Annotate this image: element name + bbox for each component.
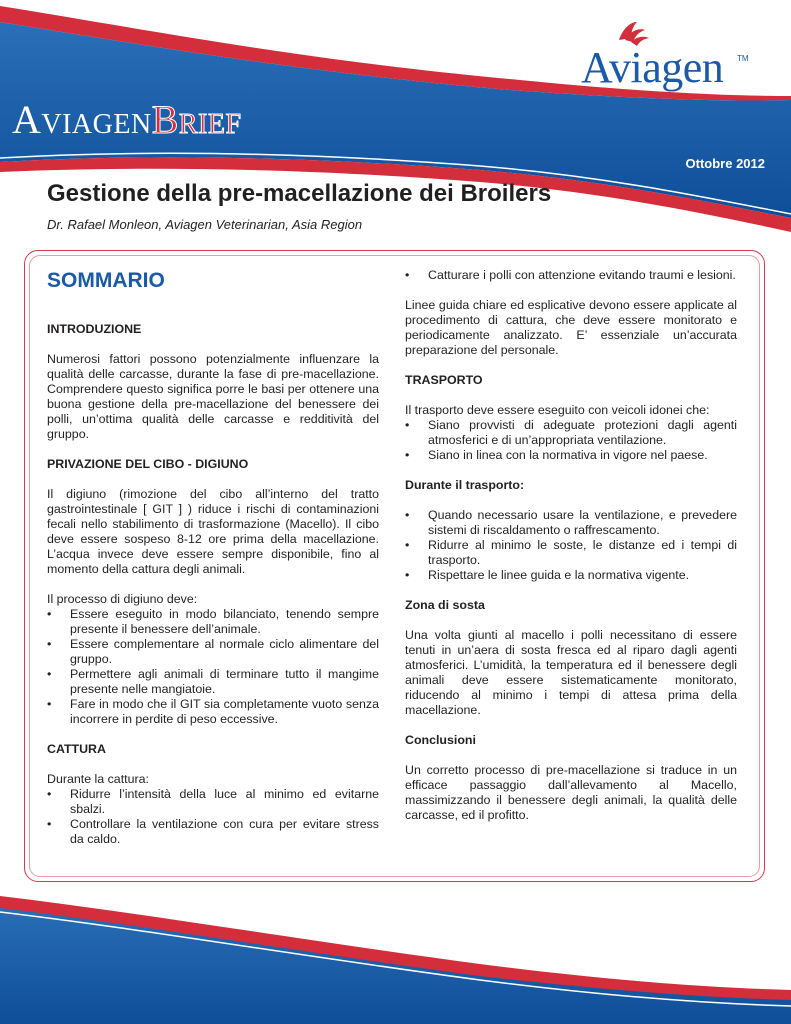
list-item: • Rispettare le linee guida e la normativa vigente. <box>405 568 737 583</box>
list-item: • Siano in linea con la normativa in vigore nel paese. <box>405 448 737 463</box>
brief-brand-main: Aviagen <box>12 97 152 142</box>
list-item: • Ridurre l’intensità della luce al minimo ed evitarne sbalzi. <box>47 787 379 817</box>
list-item: • Quando necessario usare la ventilazione, e prevedere sistemi di riscaldamento o raffrescamento. <box>405 508 737 538</box>
fasting-bullet-list <box>47 607 379 727</box>
conclusion-heading: Conclusioni <box>405 733 476 747</box>
list-item: • Siano provvisti di adeguate protezioni dagli agenti atmosferici e di un’appropriata ventilazione. <box>405 418 737 448</box>
rest-area-heading: Zona di sosta <box>405 598 485 612</box>
footer-banner <box>0 890 791 1024</box>
list-item: • Controllare la ventilazione con cura per evitare stress da caldo. <box>47 817 379 847</box>
capture-heading: CATTURA <box>47 742 106 756</box>
capture-bullet-list-continued <box>405 268 737 283</box>
list-item: • Essere complementare al normale ciclo alimentare del gruppo. <box>47 637 379 667</box>
transport-heading: TRASPORTO <box>405 373 483 387</box>
list-item: • Catturare i polli con attenzione evitando traumi e lesioni. <box>405 268 737 283</box>
intro-heading: INTRODUZIONE <box>47 322 142 336</box>
aviagen-logo <box>575 18 750 98</box>
logo-trademark: TM <box>737 54 749 63</box>
brief-brand-accent: Brief <box>151 97 242 142</box>
rest-area-text: Una volta giunti al macello i polli necessitano di essere tenuti in un’aera di sosta fresca ed al riparo dagli agenti atmosferici. L’umidità, la temperatura ed il benessere degli animali deve essere sistematicamente monitorato, riducendo al minimo i tempi di attesa prima della macellazione. <box>405 628 737 717</box>
fasting-text: Il digiuno (rimozione del cibo all’interno del tratto gastrointestinale [ GIT ] ) riduce i rischi di contaminazioni fecali nello stabilimento di trasformazione (Macello). Il cibo deve essere sospeso 8-12 ore prima della macellazione. L’acqua invece deve essere sempre disponibile, fino al momento della cattura degli animali. <box>47 487 379 576</box>
during-transport-heading: Durante il trasporto: <box>405 478 525 492</box>
during-transport-bullet-list <box>405 508 737 583</box>
list-item: • Permettere agli animali di terminare tutto il mangime presente nelle mangiatoie. <box>47 667 379 697</box>
list-item: • Fare in modo che il GIT sia completamente vuoto senza incorrere in perdite di peso eccessive. <box>47 697 379 727</box>
right-column <box>405 268 737 823</box>
capture-intro: Durante la cattura: <box>47 772 149 786</box>
capture-bullet-list <box>47 787 379 847</box>
fasting-heading: PRIVAZIONE DEL CIBO - DIGIUNO <box>47 457 249 471</box>
transport-intro: Il trasporto deve essere eseguito con veicoli idonei che: <box>405 403 710 417</box>
intro-text: Numerosi fattori possono potenzialmente influenzare la qualità delle carcasse, durante la fase di pre-macellazione. Comprendere questo significa porre le basi per ottenere una buona gestione della pre-macellazione del benessere dei polli, un’ottima qualità delle carcasse e redditività del gruppo. <box>47 352 379 441</box>
capture-text: Linee guida chiare ed esplicative devono essere applicate al procedimento di cattura, che deve essere monitorato e periodicamente analizzato. E’ essenziale un’accurata preparazione del personale. <box>405 298 737 357</box>
left-column <box>47 268 379 847</box>
transport-bullet-list <box>405 418 737 463</box>
list-item: • Ridurre al minimo le soste, le distanze ed i tempi di trasporto. <box>405 538 737 568</box>
list-item: • Essere eseguito in modo bilanciato, tenendo sempre presente il benessere dell’animale. <box>47 607 379 637</box>
aviagen-brief-wordmark <box>12 97 242 142</box>
article-title: Gestione della pre-macellazione dei Broilers <box>47 180 552 207</box>
article-author: Dr. Rafael Monleon, Aviagen Veterinarian, Asia Region <box>47 217 363 232</box>
issue-date: Ottobre 2012 <box>685 156 765 171</box>
fasting-process-intro: Il processo di digiuno deve: <box>47 592 198 606</box>
summary-heading: SOMMARIO <box>47 269 165 292</box>
conclusion-text: Un corretto processo di pre-macellazione si traduce in un efficace passaggio dall’allevamento al Macello, massimizzando il benessere degli animali, la qualità delle carcasse, ed il profitto. <box>405 763 737 822</box>
logo-text: Aviagen <box>581 43 724 92</box>
